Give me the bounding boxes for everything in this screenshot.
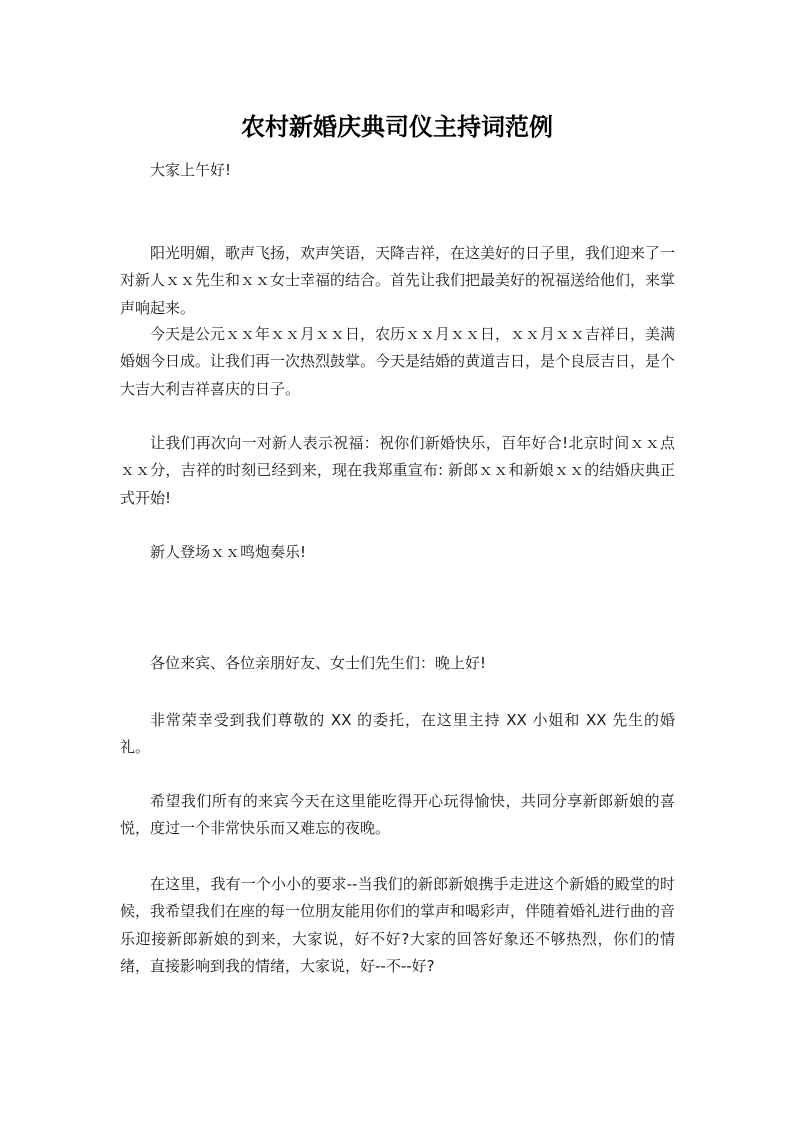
paragraph-entrance: 新人登场ｘｘ鸣炮奏乐! [150, 543, 307, 561]
document-title: 农村新婚庆典司仪主持词范例 [241, 113, 553, 141]
paragraph-announcement: 让我们再次向一对新人表示祝福：祝你们新婚快乐，百年好合!北京时间ｘｘ点ｘｘ分，吉祥的时刻已经到来，现在我郑重宣布: 新郎ｘｘ和新娘ｘｘ的结婚庆典正式开始! [120, 434, 675, 507]
paragraph-opening: 阳光明媚，歌声飞扬，欢声笑语，天降吉祥，在这美好的日子里，我们迎来了一对新人ｘｘ先生和ｘｘ女士幸福的结合。首先让我们把最美好的祝福送给他们，来掌声响起来。 [120, 244, 676, 317]
paragraph-greeting-evening: 各位来宾、各位亲朋好友、女士们先生们：晚上好! [150, 654, 487, 672]
paragraph-request: 在这里，我有一个小小的要求--当我们的新郎新娘携手走进这个新婚的殿堂的时候，我希望我们在座的每一位朋友能用你们的掌声和喝彩声，伴随着婚礼进行曲的音乐迎接新郎新娘的到来，大家说，好不好?大家的回答好象还不够热烈，你们的情绪，直接影响到我的情绪，大家说，好--不--好? [120, 875, 676, 975]
paragraph-greeting-morning: 大家上午好! [150, 161, 232, 179]
paragraph-wish: 希望我们所有的来宾今天在这里能吃得开心玩得愉快，共同分享新郎新娘的喜悦，度过一个非常快乐而又难忘的夜晚。 [120, 792, 675, 838]
paragraph-date: 今天是公元ｘｘ年ｘｘ月ｘｘ日，农历ｘｘ月ｘｘ日，ｘｘ月ｘｘ吉祥日，美满婚姻今日成。让我们再一次热烈鼓掌。今天是结婚的黄道吉日，是个良辰吉日，是个大吉大利吉祥喜庆的日子。 [120, 325, 676, 398]
paragraph-honor: 非常荣幸受到我们尊敬的 XX 的委托，在这里主持 XX 小姐和 XX 先生的婚礼。 [120, 711, 675, 757]
